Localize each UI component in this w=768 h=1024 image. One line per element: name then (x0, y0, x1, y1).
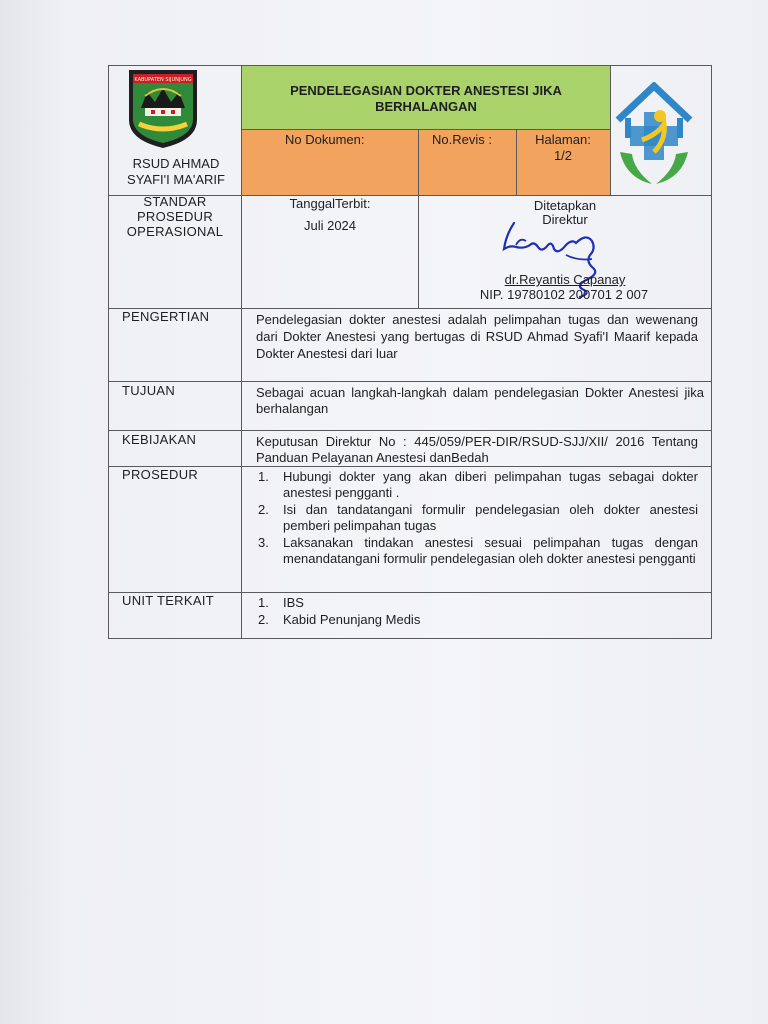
prosedur-step-text: Hubungi dokter yang akan diberi pelimpahan tugas sebagai dokter anestesi pengganti . (283, 469, 698, 500)
unit-terkait-label: UNIT TERKAIT (122, 593, 214, 608)
prosedur-step-text: Isi dan tandatangani formulir pendelegasian oleh dokter anestesi pemberi pelimpahan tugas (283, 502, 698, 533)
unit-terkait-list (256, 594, 698, 628)
unit-item-text: Kabid Penunjang Medis (283, 612, 421, 627)
unit-item-number: 2. (258, 612, 269, 627)
director-nip: NIP. 19780102 200701 2 007 (479, 287, 649, 302)
prosedur-step (256, 535, 698, 567)
regency-logo (127, 68, 199, 150)
prosedur-label: PROSEDUR (122, 467, 199, 482)
direktur-label: Direktur (542, 212, 588, 227)
unit-item (256, 611, 698, 628)
unit-item-number: 1. (258, 595, 269, 610)
director-name: dr.Reyantis Capanay (504, 272, 626, 287)
prosedur-step-text: Laksanakan tindakan anestesi sesuai pelimpahan tugas dengan menandatangani formulir pendelegasian oleh dokter anestesi pengganti (283, 535, 698, 566)
prosedur-step-number: 1. (258, 469, 269, 484)
no-revisi-label: No.Revis : (432, 132, 492, 147)
pengertian-text: Pendelegasian dokter anestesi adalah pelimpahan tugas dan wewenang dari Dokter Anestesi yang bertugas di RSUD Ahmad Syafi'I Maarif kepada Dokter Anestesi dari luar (256, 312, 698, 361)
ditetapkan-label: Ditetapkan (533, 198, 597, 213)
regency-logo-caption: KABUPATEN SIJUNJUNG (134, 77, 192, 83)
tujuan-label: TUJUAN (122, 383, 176, 398)
no-dokumen-label: No Dokumen: (285, 132, 365, 147)
prosedur-step (256, 469, 698, 501)
tanggal-terbit-label: TanggalTerbit: (289, 196, 371, 211)
kebijakan-text: Keputusan Direktur No : 445/059/PER-DIR/RSUD-SJJ/XII/ 2016 Tentang Panduan Pelayanan Anestesi danBedah (256, 434, 698, 465)
sop-type-label: STANDAR PROSEDUR OPERASIONAL (126, 194, 224, 239)
halaman-label: Halaman: (535, 132, 591, 147)
prosedur-step-number: 3. (258, 535, 269, 550)
kebijakan-label: KEBIJAKAN (122, 432, 197, 447)
health-logo (614, 82, 694, 188)
prosedur-step-number: 2. (258, 502, 269, 517)
prosedur-steps (256, 469, 698, 567)
tujuan-text: Sebagai acuan langkah-langkah dalam pendelegasian Dokter Anestesi jika berhalangan (256, 385, 704, 416)
prosedur-step (256, 502, 698, 534)
hospital-name: RSUD AHMAD SYAFI'I MA'ARIF (127, 156, 225, 187)
halaman-value: 1/2 (553, 148, 573, 163)
unit-item-text: IBS (283, 595, 304, 610)
tanggal-terbit-value: Juli 2024 (303, 218, 357, 233)
unit-item (256, 594, 698, 611)
pengertian-label: PENGERTIAN (122, 309, 210, 324)
document-title: PENDELEGASIAN DOKTER ANESTESI JIKA BERHALANGAN (290, 83, 562, 114)
